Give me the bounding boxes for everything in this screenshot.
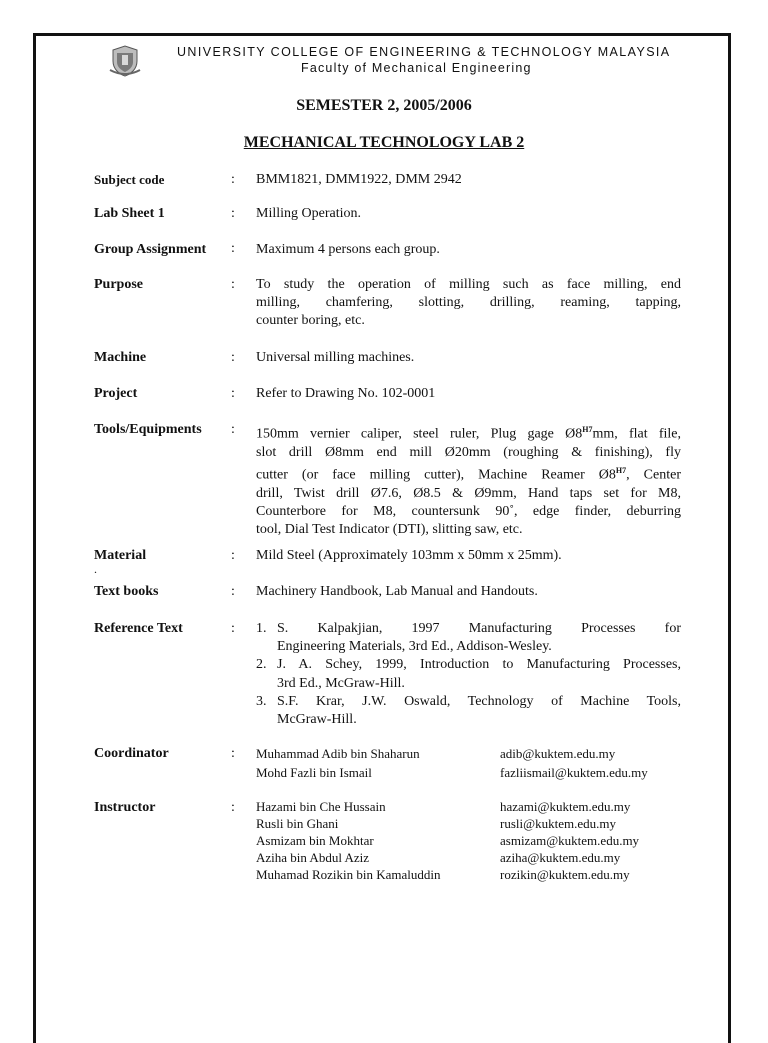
subject-code-label: Subject code (94, 172, 165, 187)
instructor-email: rozikin@kuktem.edu.my (500, 867, 630, 882)
colon: : (231, 241, 235, 256)
coordinator-name: Muhammad Adib bin Shaharun (256, 746, 420, 761)
group-assignment-label: Group Assignment (94, 242, 207, 257)
coordinator-label: Coordinator (94, 746, 169, 761)
tools-line: Counterbore for M8, countersunk 90˚, edge finder, deburring (256, 504, 681, 520)
lab-sheet-value: Milling Operation. (256, 206, 361, 221)
colon: : (231, 206, 235, 221)
colon: : (231, 548, 235, 563)
instructor-name: Muhamad Rozikin bin Kamaluddin (256, 867, 441, 882)
instructor-email: rusli@kuktem.edu.my (500, 816, 616, 831)
colon: : (231, 422, 235, 437)
instructor-email: asmizam@kuktem.edu.my (500, 833, 640, 848)
project-value: Refer to Drawing No. 102-0001 (256, 386, 436, 401)
course-title: MECHANICAL TECHNOLOGY LAB 2 (243, 134, 525, 151)
reference-item: 2. J. A. Schey, 1999, Introduction to Manufacturing Processes, 3rd Ed., McGraw-Hill. (256, 657, 681, 691)
colon: : (231, 172, 235, 187)
material-label: Material (94, 548, 147, 563)
tools-line: 150mm vernier caliper, steel ruler, Plug gage $Ø8^{H7}mm$, flat file, (256, 425, 681, 442)
tools-line: drill, Twist drill Ø7.6, Ø8.5 & Ø9mm, Hand taps set for M8, (256, 485, 681, 501)
instructor-email: hazami@kuktem.edu.my (500, 799, 631, 814)
university-crest-icon (108, 44, 142, 78)
coordinator-email: adib@kuktem.edu.my (500, 746, 616, 761)
purpose-line: milling, chamfering, slotting, drilling, reaming, tapping, (256, 295, 681, 311)
instructor-label: Instructor (94, 800, 156, 815)
faculty-name: Faculty of Mechanical Engineering (301, 61, 532, 75)
tools-value (256, 421, 681, 540)
colon: : (231, 584, 235, 599)
tools-line: tool, Dial Test Indicator (DTI), slitting saw, etc. (256, 522, 523, 538)
purpose-label: Purpose (94, 277, 143, 292)
colon: : (231, 746, 235, 761)
tools-line: cutter (or face milling cutter), Machine Reamer $Ø8^{H7}$, Center (256, 466, 681, 483)
reference-item: 1. S. Kalpakjian, 1997 Manufacturing Processes for Engineering Materials, 3rd Ed., Addison-Wesley. (256, 621, 681, 655)
machine-label: Machine (94, 350, 147, 365)
reference-item: 3. S.F. Krar, J.W. Oswald, Technology of Machine Tools, McGraw-Hill. (256, 693, 681, 728)
reference-label: Reference Text (94, 621, 183, 636)
instructor-name: Hazami bin Che Hussain (256, 799, 386, 814)
instructor-name: Rusli bin Ghani (256, 816, 339, 831)
reference-list (256, 620, 681, 729)
purpose-value (256, 276, 681, 331)
purpose-line: counter boring, etc. (256, 313, 365, 329)
coordinator-email: fazliismail@kuktem.edu.my (500, 765, 648, 780)
semester-title: SEMESTER 2, 2005/2006 (296, 97, 472, 114)
instructor-name: Aziha bin Abdul Aziz (256, 850, 370, 865)
colon: : (231, 386, 235, 401)
purpose-line: To study the operation of milling such as face milling, end (256, 277, 681, 292)
tools-line: slot drill Ø8mm end mill Ø20mm (roughing & finishing), fly (256, 444, 681, 460)
colon: : (231, 621, 235, 636)
material-value: Mild Steel (Approximately 103mm x 50mm x 25mm). (256, 548, 562, 563)
institution-name: UNIVERSITY COLLEGE OF ENGINEERING & TECHNOLOGY MALAYSIA (177, 45, 671, 59)
colon: : (231, 350, 235, 365)
tools-label: Tools/Equipments (94, 422, 202, 437)
stray-dot: . (94, 562, 97, 576)
project-label: Project (94, 386, 138, 401)
machine-value: Universal milling machines. (256, 350, 415, 365)
instructor-email: aziha@kuktem.edu.my (500, 850, 621, 865)
group-assignment-value: Maximum 4 persons each group. (256, 242, 440, 257)
subject-code-value: BMM1821, DMM1922, DMM 2942 (256, 172, 462, 187)
textbooks-label: Text books (94, 584, 159, 599)
coordinator-name: Mohd Fazli bin Ismail (256, 765, 372, 780)
lab-sheet-label: Lab Sheet 1 (94, 206, 165, 221)
colon: : (231, 277, 235, 292)
textbooks-value: Machinery Handbook, Lab Manual and Handouts. (256, 584, 538, 599)
colon: : (231, 800, 235, 815)
instructor-name: Asmizam bin Mokhtar (256, 833, 374, 848)
